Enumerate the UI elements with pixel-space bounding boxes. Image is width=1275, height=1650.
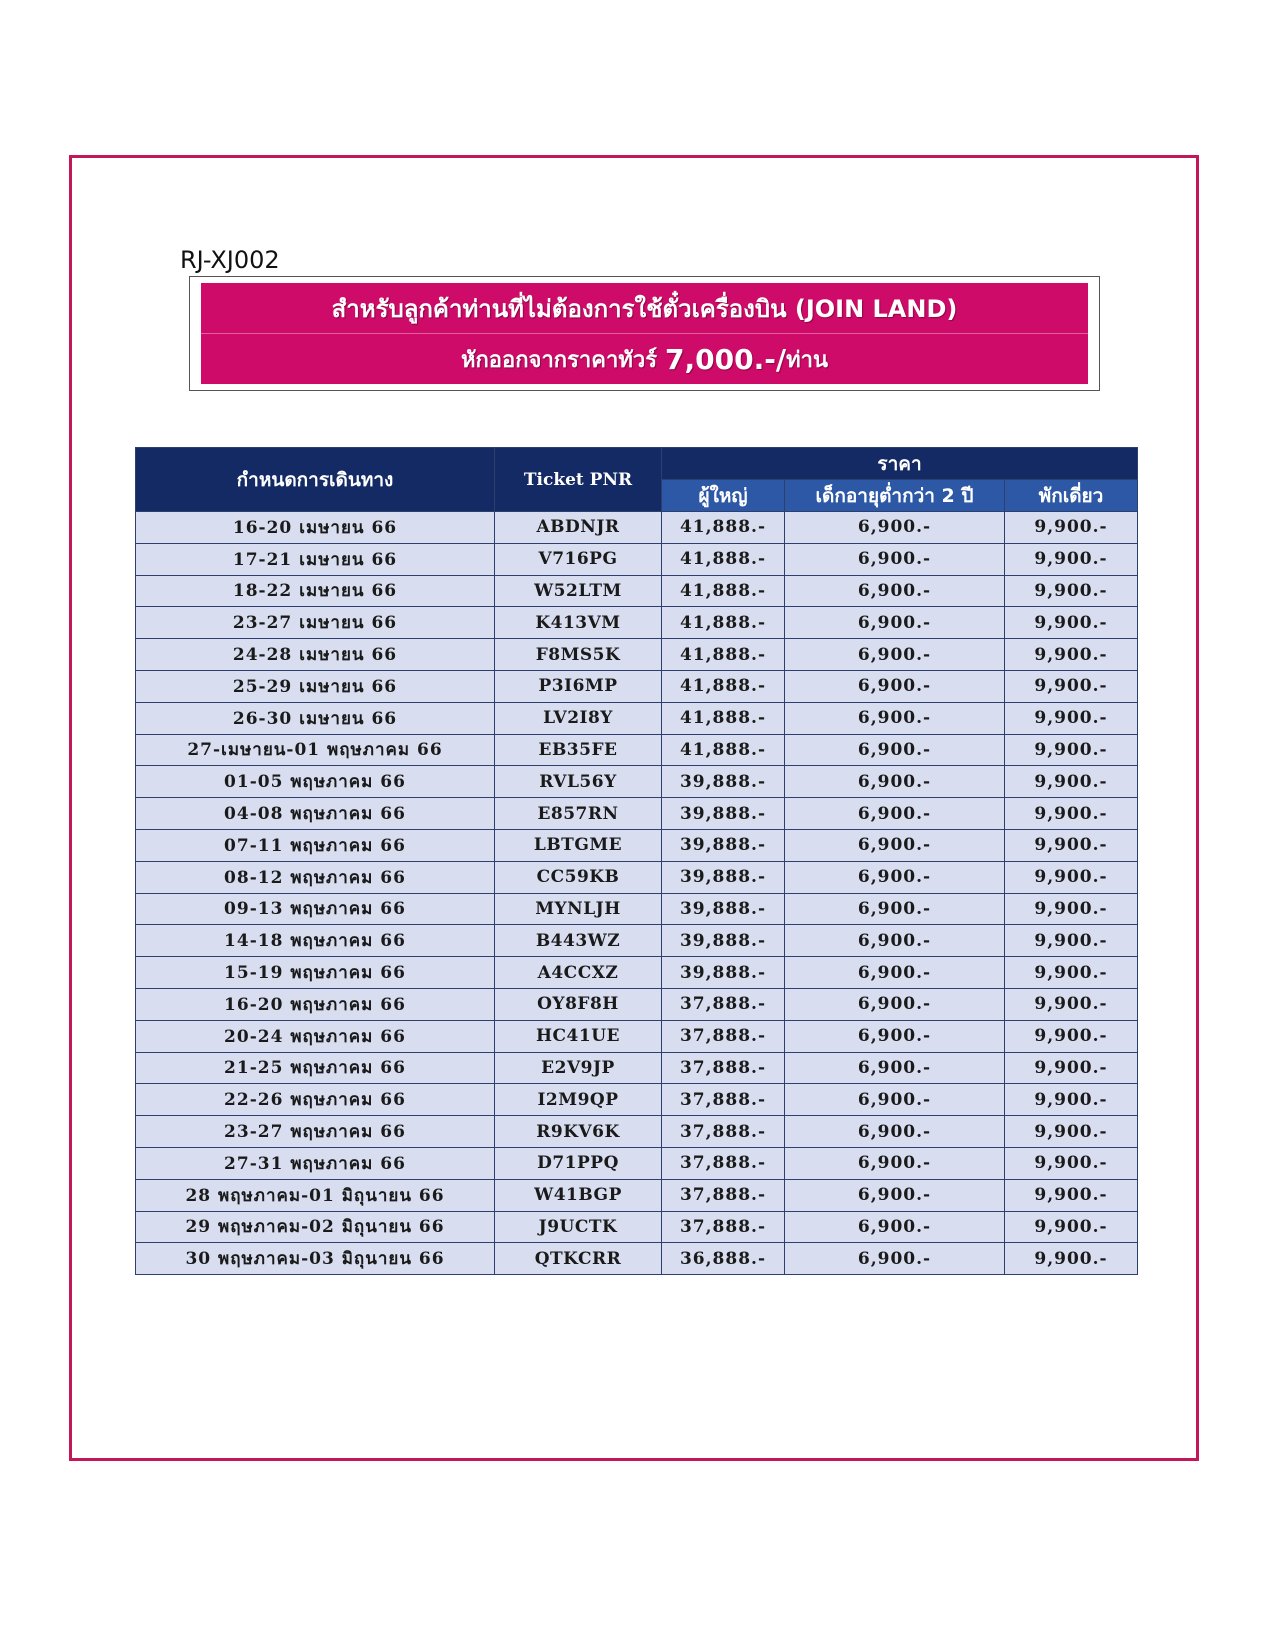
cell-adult-price: 41,888.- bbox=[662, 575, 785, 607]
table-row bbox=[136, 575, 1138, 607]
table-row bbox=[136, 1243, 1138, 1275]
cell-single-price: 9,900.- bbox=[1005, 1116, 1138, 1148]
banner-deduct-amount: 7,000.-/ bbox=[665, 342, 787, 376]
cell-ticket-pnr: CC59KB bbox=[495, 861, 662, 893]
cell-travel-dates: 29 พฤษภาคม-02 มิถุนายน 66 bbox=[136, 1211, 495, 1243]
cell-travel-dates: 09-13 พฤษภาคม 66 bbox=[136, 893, 495, 925]
cell-travel-dates: 23-27 พฤษภาคม 66 bbox=[136, 1116, 495, 1148]
cell-child-price: 6,900.- bbox=[785, 1243, 1005, 1275]
cell-child-price: 6,900.- bbox=[785, 1020, 1005, 1052]
table-row bbox=[136, 925, 1138, 957]
cell-single-price: 9,900.- bbox=[1005, 1052, 1138, 1084]
banner-line-2 bbox=[201, 334, 1088, 384]
table-row bbox=[136, 957, 1138, 989]
cell-child-price: 6,900.- bbox=[785, 702, 1005, 734]
cell-travel-dates: 28 พฤษภาคม-01 มิถุนายน 66 bbox=[136, 1179, 495, 1211]
cell-child-price: 6,900.- bbox=[785, 798, 1005, 830]
cell-travel-dates: 21-25 พฤษภาคม 66 bbox=[136, 1052, 495, 1084]
cell-ticket-pnr: LBTGME bbox=[495, 829, 662, 861]
cell-travel-dates: 27-31 พฤษภาคม 66 bbox=[136, 1147, 495, 1179]
cell-adult-price: 39,888.- bbox=[662, 766, 785, 798]
cell-travel-dates: 04-08 พฤษภาคม 66 bbox=[136, 798, 495, 830]
header-price: ราคา bbox=[662, 448, 1138, 480]
cell-ticket-pnr: QTKCRR bbox=[495, 1243, 662, 1275]
cell-single-price: 9,900.- bbox=[1005, 893, 1138, 925]
cell-ticket-pnr: P3I6MP bbox=[495, 670, 662, 702]
cell-travel-dates: 14-18 พฤษภาคม 66 bbox=[136, 925, 495, 957]
table-row bbox=[136, 543, 1138, 575]
cell-travel-dates: 26-30 เมษายน 66 bbox=[136, 702, 495, 734]
cell-single-price: 9,900.- bbox=[1005, 1084, 1138, 1116]
cell-adult-price: 41,888.- bbox=[662, 607, 785, 639]
cell-single-price: 9,900.- bbox=[1005, 575, 1138, 607]
table-row bbox=[136, 766, 1138, 798]
cell-adult-price: 37,888.- bbox=[662, 1116, 785, 1148]
table-row bbox=[136, 512, 1138, 544]
table-row bbox=[136, 1179, 1138, 1211]
price-table-body bbox=[136, 512, 1138, 1275]
cell-child-price: 6,900.- bbox=[785, 1084, 1005, 1116]
cell-single-price: 9,900.- bbox=[1005, 639, 1138, 671]
cell-adult-price: 37,888.- bbox=[662, 1179, 785, 1211]
cell-adult-price: 36,888.- bbox=[662, 1243, 785, 1275]
cell-adult-price: 39,888.- bbox=[662, 861, 785, 893]
table-row bbox=[136, 670, 1138, 702]
cell-travel-dates: 16-20 เมษายน 66 bbox=[136, 512, 495, 544]
cell-travel-dates: 07-11 พฤษภาคม 66 bbox=[136, 829, 495, 861]
table-row bbox=[136, 1211, 1138, 1243]
cell-child-price: 6,900.- bbox=[785, 1116, 1005, 1148]
cell-adult-price: 39,888.- bbox=[662, 798, 785, 830]
table-row bbox=[136, 639, 1138, 671]
cell-ticket-pnr: V716PG bbox=[495, 543, 662, 575]
cell-travel-dates: 08-12 พฤษภาคม 66 bbox=[136, 861, 495, 893]
table-row bbox=[136, 829, 1138, 861]
cell-adult-price: 39,888.- bbox=[662, 925, 785, 957]
cell-child-price: 6,900.- bbox=[785, 893, 1005, 925]
cell-travel-dates: 22-26 พฤษภาคม 66 bbox=[136, 1084, 495, 1116]
cell-adult-price: 41,888.- bbox=[662, 702, 785, 734]
cell-single-price: 9,900.- bbox=[1005, 607, 1138, 639]
cell-ticket-pnr: E857RN bbox=[495, 798, 662, 830]
cell-child-price: 6,900.- bbox=[785, 1211, 1005, 1243]
cell-single-price: 9,900.- bbox=[1005, 1020, 1138, 1052]
cell-ticket-pnr: HC41UE bbox=[495, 1020, 662, 1052]
table-row bbox=[136, 1084, 1138, 1116]
table-row bbox=[136, 893, 1138, 925]
cell-ticket-pnr: ABDNJR bbox=[495, 512, 662, 544]
cell-child-price: 6,900.- bbox=[785, 1179, 1005, 1211]
cell-single-price: 9,900.- bbox=[1005, 1147, 1138, 1179]
cell-adult-price: 41,888.- bbox=[662, 543, 785, 575]
cell-travel-dates: 18-22 เมษายน 66 bbox=[136, 575, 495, 607]
header-adult: ผู้ใหญ่ bbox=[662, 480, 785, 512]
cell-child-price: 6,900.- bbox=[785, 988, 1005, 1020]
cell-adult-price: 37,888.- bbox=[662, 988, 785, 1020]
cell-child-price: 6,900.- bbox=[785, 829, 1005, 861]
cell-ticket-pnr: W52LTM bbox=[495, 575, 662, 607]
header-ticket-pnr: Ticket PNR bbox=[495, 448, 662, 512]
cell-travel-dates: 01-05 พฤษภาคม 66 bbox=[136, 766, 495, 798]
cell-single-price: 9,900.- bbox=[1005, 925, 1138, 957]
cell-ticket-pnr: LV2I8Y bbox=[495, 702, 662, 734]
cell-ticket-pnr: OY8F8H bbox=[495, 988, 662, 1020]
table-row bbox=[136, 988, 1138, 1020]
cell-child-price: 6,900.- bbox=[785, 607, 1005, 639]
cell-ticket-pnr: EB35FE bbox=[495, 734, 662, 766]
cell-child-price: 6,900.- bbox=[785, 1052, 1005, 1084]
cell-ticket-pnr: J9UCTK bbox=[495, 1211, 662, 1243]
cell-child-price: 6,900.- bbox=[785, 766, 1005, 798]
table-row bbox=[136, 1147, 1138, 1179]
cell-adult-price: 39,888.- bbox=[662, 829, 785, 861]
cell-ticket-pnr: D71PPQ bbox=[495, 1147, 662, 1179]
table-row bbox=[136, 702, 1138, 734]
cell-ticket-pnr: R9KV6K bbox=[495, 1116, 662, 1148]
cell-adult-price: 37,888.- bbox=[662, 1052, 785, 1084]
cell-travel-dates: 25-29 เมษายน 66 bbox=[136, 670, 495, 702]
cell-adult-price: 41,888.- bbox=[662, 670, 785, 702]
cell-adult-price: 39,888.- bbox=[662, 893, 785, 925]
banner-per-person: ท่าน bbox=[786, 347, 828, 373]
cell-ticket-pnr: K413VM bbox=[495, 607, 662, 639]
cell-ticket-pnr: I2M9QP bbox=[495, 1084, 662, 1116]
price-table bbox=[135, 447, 1138, 1275]
cell-ticket-pnr: RVL56Y bbox=[495, 766, 662, 798]
header-child-under-2: เด็กอายุต่ำกว่า 2 ปี bbox=[785, 480, 1005, 512]
cell-adult-price: 39,888.- bbox=[662, 957, 785, 989]
cell-child-price: 6,900.- bbox=[785, 957, 1005, 989]
cell-adult-price: 37,888.- bbox=[662, 1211, 785, 1243]
cell-single-price: 9,900.- bbox=[1005, 957, 1138, 989]
banner-fill bbox=[201, 283, 1088, 384]
cell-single-price: 9,900.- bbox=[1005, 543, 1138, 575]
banner-deduct-text: หักออกจากราคาทัวร์ bbox=[460, 347, 658, 373]
table-row bbox=[136, 1116, 1138, 1148]
cell-single-price: 9,900.- bbox=[1005, 734, 1138, 766]
cell-adult-price: 37,888.- bbox=[662, 1020, 785, 1052]
cell-single-price: 9,900.- bbox=[1005, 829, 1138, 861]
cell-adult-price: 37,888.- bbox=[662, 1147, 785, 1179]
cell-travel-dates: 15-19 พฤษภาคม 66 bbox=[136, 957, 495, 989]
cell-adult-price: 37,888.- bbox=[662, 1084, 785, 1116]
header-single-supplement: พักเดี่ยว bbox=[1005, 480, 1138, 512]
cell-travel-dates: 17-21 เมษายน 66 bbox=[136, 543, 495, 575]
cell-single-price: 9,900.- bbox=[1005, 766, 1138, 798]
cell-ticket-pnr: F8MS5K bbox=[495, 639, 662, 671]
cell-ticket-pnr: MYNLJH bbox=[495, 893, 662, 925]
cell-single-price: 9,900.- bbox=[1005, 1179, 1138, 1211]
cell-ticket-pnr: B443WZ bbox=[495, 925, 662, 957]
cell-ticket-pnr: E2V9JP bbox=[495, 1052, 662, 1084]
cell-travel-dates: 23-27 เมษายน 66 bbox=[136, 607, 495, 639]
cell-travel-dates: 30 พฤษภาคม-03 มิถุนายน 66 bbox=[136, 1243, 495, 1275]
cell-ticket-pnr: W41BGP bbox=[495, 1179, 662, 1211]
table-row bbox=[136, 798, 1138, 830]
header-travel-dates: กำหนดการเดินทาง bbox=[136, 448, 495, 512]
cell-travel-dates: 16-20 พฤษภาคม 66 bbox=[136, 988, 495, 1020]
cell-child-price: 6,900.- bbox=[785, 639, 1005, 671]
cell-single-price: 9,900.- bbox=[1005, 670, 1138, 702]
cell-child-price: 6,900.- bbox=[785, 670, 1005, 702]
cell-child-price: 6,900.- bbox=[785, 734, 1005, 766]
cell-child-price: 6,900.- bbox=[785, 575, 1005, 607]
cell-single-price: 9,900.- bbox=[1005, 798, 1138, 830]
cell-child-price: 6,900.- bbox=[785, 512, 1005, 544]
cell-adult-price: 41,888.- bbox=[662, 734, 785, 766]
table-row bbox=[136, 861, 1138, 893]
join-land-banner bbox=[189, 276, 1100, 391]
cell-travel-dates: 27-เมษายน-01 พฤษภาคม 66 bbox=[136, 734, 495, 766]
cell-single-price: 9,900.- bbox=[1005, 861, 1138, 893]
cell-child-price: 6,900.- bbox=[785, 1147, 1005, 1179]
cell-child-price: 6,900.- bbox=[785, 543, 1005, 575]
table-row bbox=[136, 734, 1138, 766]
document-code: RJ-XJ002 bbox=[180, 246, 280, 274]
cell-adult-price: 41,888.- bbox=[662, 639, 785, 671]
cell-single-price: 9,900.- bbox=[1005, 1211, 1138, 1243]
table-row bbox=[136, 1052, 1138, 1084]
cell-child-price: 6,900.- bbox=[785, 925, 1005, 957]
cell-travel-dates: 24-28 เมษายน 66 bbox=[136, 639, 495, 671]
cell-single-price: 9,900.- bbox=[1005, 512, 1138, 544]
table-row bbox=[136, 1020, 1138, 1052]
table-row bbox=[136, 607, 1138, 639]
cell-ticket-pnr: A4CCXZ bbox=[495, 957, 662, 989]
cell-adult-price: 41,888.- bbox=[662, 512, 785, 544]
banner-line-1: สำหรับลูกค้าท่านที่ไม่ต้องการใช้ตั๋วเครื่องบิน (JOIN LAND) bbox=[201, 283, 1088, 334]
cell-single-price: 9,900.- bbox=[1005, 702, 1138, 734]
cell-child-price: 6,900.- bbox=[785, 861, 1005, 893]
cell-travel-dates: 20-24 พฤษภาคม 66 bbox=[136, 1020, 495, 1052]
cell-single-price: 9,900.- bbox=[1005, 988, 1138, 1020]
cell-single-price: 9,900.- bbox=[1005, 1243, 1138, 1275]
